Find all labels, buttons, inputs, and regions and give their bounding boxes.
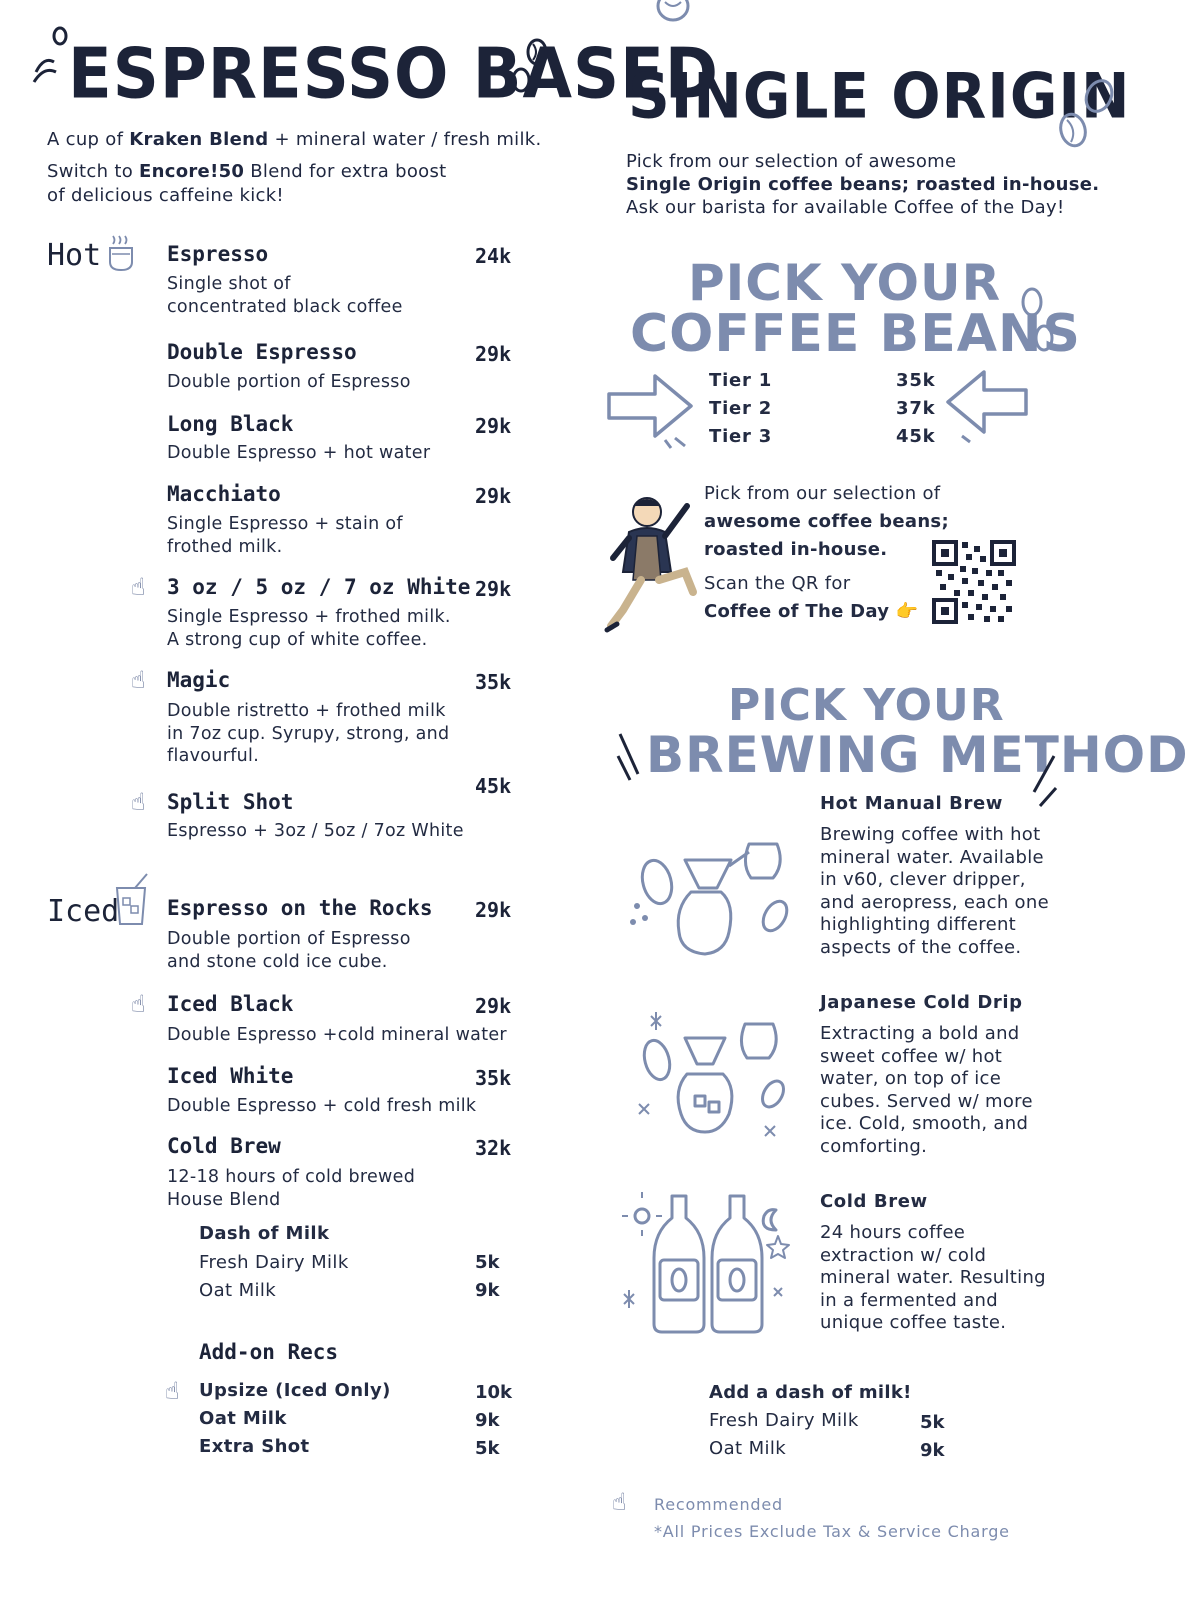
dash-milk-title: Dash of Milk [199,1223,330,1244]
item-name: Split Shot [167,790,294,814]
item-desc: Single shot of concentrated black coffee [167,274,403,317]
recommended-hand-icon: ☝ [165,1377,180,1405]
page-title-espresso: ESPRESSO BASED [68,35,719,115]
recommended-hand-icon: ☝ [131,666,146,694]
item-desc: Espresso + 3oz / 5oz / 7oz White [167,821,464,841]
addon-price: 5k [475,1438,500,1459]
item-price: 29k [475,484,512,508]
item-desc: 12-18 hours of cold brewed House Blend [167,1167,416,1210]
pointing-hand-icon: 👉 [895,601,919,622]
addon-title: Add-on Recs [199,1340,339,1364]
addon-label: Upsize (Iced Only) [199,1380,391,1401]
milk-addon-label: Fresh Dairy Milk [709,1410,859,1431]
recommended-hand-icon: ☝ [131,990,146,1018]
method-name: Japanese Cold Drip [820,992,1023,1013]
tier-price: 37k [896,398,936,419]
item-price: 35k [475,1066,512,1090]
beans-icon [1055,72,1117,156]
bean-top-icon [655,0,691,26]
beans-title-line1: PICK YOUR [688,254,1002,312]
milk-addon-label: Oat Milk [709,1438,787,1459]
item-name: Iced Black [167,992,294,1016]
item-name: Iced White [167,1064,294,1088]
item-price: 24k [475,244,512,268]
item-price: 29k [475,898,512,922]
item-price: 45k [475,774,512,798]
item-desc: Single Espresso + stain of frothed milk. [167,514,403,557]
pour-over-illustration-icon [625,822,805,962]
qr-promo-text: Pick from our selection of awesome coffee beans; roasted in-house. Scan the QR for Coffee of The Day 👉 [704,483,949,622]
price-footnote: *All Prices Exclude Tax & Service Charge [654,1522,1010,1541]
item-price: 29k [475,994,512,1018]
bean-doodle-icon [30,28,70,88]
item-desc: Double Espresso + hot water [167,443,431,463]
item-price: 35k [475,670,512,694]
milk-addon-price: 9k [920,1440,945,1461]
method-desc: 24 hours coffee extraction w/ cold mineral water. Resulting in a fermented and unique coffee taste. [820,1222,1046,1333]
tier-label: Tier 1 [709,370,773,391]
beans-icon [1012,284,1062,356]
arrow-left-icon [942,364,1032,444]
tier-price: 35k [896,370,936,391]
arrow-right-icon [605,368,700,448]
cold-brew-bottles-icon [618,1190,798,1335]
iced-label: Iced [47,894,120,929]
single-origin-intro: Pick from our selection of awesome Single Origin coffee beans; roasted in-house. Ask our barista for available Coffee of the Day! [626,151,1100,218]
dash-milk-label: Fresh Dairy Milk [199,1252,349,1273]
iced-cup-icon [113,872,153,928]
dash-milk-price: 9k [475,1280,500,1301]
espresso-intro: A cup of Kraken Blend + mineral water / fresh milk. Switch to Encore!50 Blend for extra boost of delicious caffeine kick! [47,129,542,206]
item-name: Espresso [167,242,269,266]
sparkle-lines-icon [1026,752,1060,808]
item-price: 29k [475,577,512,601]
method-desc: Brewing coffee with hot mineral water. Available in v60, clever dripper, and aeropress, each one highlighting different aspects of the coffee. [820,824,1049,958]
item-desc: Double portion of Espresso [167,372,411,392]
recommended-hand-icon: ☝ [131,788,146,816]
addon-label: Oat Milk [199,1408,287,1429]
brew-title-line2: BREWING METHOD [646,726,1189,784]
milk-addon-title: Add a dash of milk! [709,1382,912,1403]
item-desc: Double Espresso + cold fresh milk [167,1096,477,1116]
addon-price: 10k [475,1382,513,1403]
item-price: 29k [475,414,512,438]
addon-price: 9k [475,1410,500,1431]
item-name: Macchiato [167,482,281,506]
page-title-single-origin: SINGLE ORIGIN [628,59,1131,133]
item-name: Double Espresso [167,340,357,364]
beans-icon [505,38,555,98]
item-desc: Double ristretto + frothed milk in 7oz cup. Syrupy, strong, and flavourful. [167,701,450,766]
brew-title-line1: PICK YOUR [728,680,1005,731]
legend-recommended: Recommended [654,1495,783,1514]
dash-milk-price: 5k [475,1252,500,1273]
item-name: 3 oz / 5 oz / 7 oz White [167,575,471,599]
sparkle-lines-icon [616,730,646,786]
tier-label: Tier 3 [709,426,773,447]
item-desc: Double Espresso +cold mineral water [167,1025,507,1045]
item-desc: Double portion of Espresso and stone cold ice cube. [167,929,411,972]
item-name: Cold Brew [167,1134,281,1158]
dash-milk-label: Oat Milk [199,1280,277,1301]
method-desc: Extracting a bold and sweet coffee w/ hot water, on top of ice cubes. Served w/ more ice. Cold, smooth, and comforting. [820,1023,1033,1157]
recommended-hand-icon: ☝ [612,1488,627,1516]
item-name: Espresso on the Rocks [167,896,433,920]
beans-title-line2: COFFEE BEANS [630,304,1081,364]
item-price: 32k [475,1136,512,1160]
barista-illustration-icon [605,492,700,637]
item-desc: Single Espresso + frothed milk. A strong cup of white coffee. [167,607,451,650]
tier-label: Tier 2 [709,398,773,419]
tier-price: 45k [896,426,936,447]
hot-label: Hot [47,238,102,273]
hot-cup-icon [108,232,136,272]
qr-code-icon[interactable] [932,540,1016,624]
item-price: 29k [475,342,512,366]
recommended-hand-icon: ☝ [131,573,146,601]
cold-drip-illustration-icon [625,1008,805,1158]
milk-addon-price: 5k [920,1412,945,1433]
item-name: Magic [167,668,231,692]
item-name: Long Black [167,412,294,436]
method-name: Hot Manual Brew [820,793,1004,814]
method-name: Cold Brew [820,1191,928,1212]
addon-label: Extra Shot [199,1436,310,1457]
